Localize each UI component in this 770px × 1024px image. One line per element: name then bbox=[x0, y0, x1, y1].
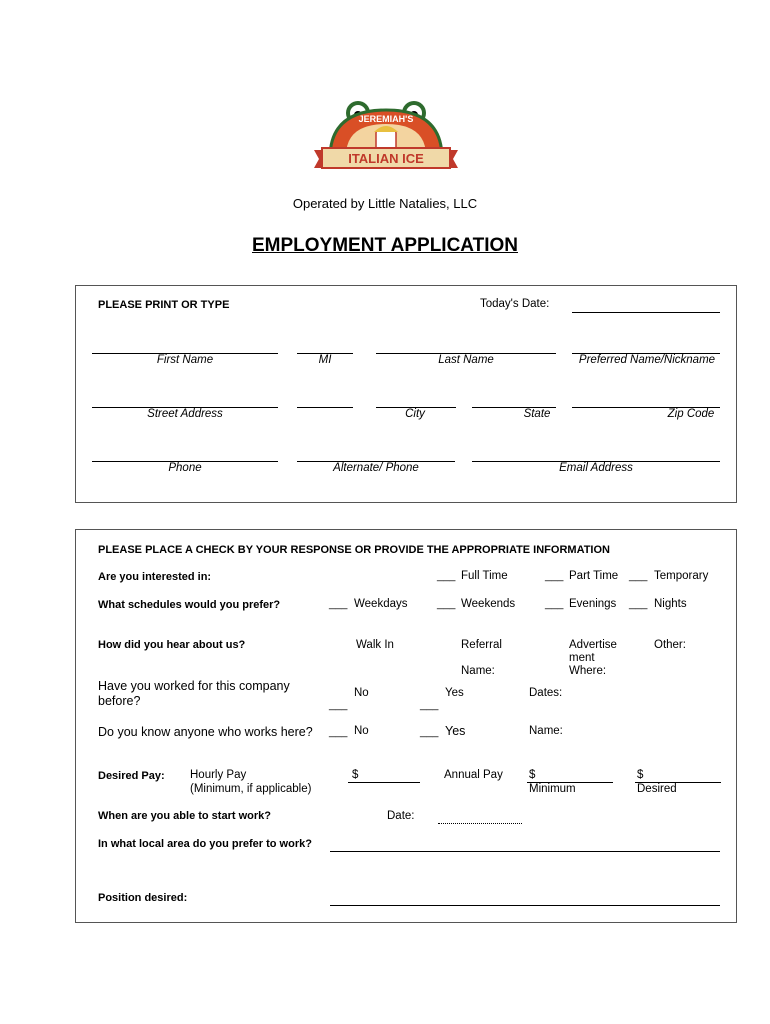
referral-label[interactable]: Referral bbox=[461, 639, 502, 651]
hourly-pay-field[interactable] bbox=[348, 782, 420, 783]
advertisement-where-label: Where: bbox=[569, 665, 607, 677]
advertisement-label-2: ment bbox=[569, 652, 595, 664]
city-field-left[interactable] bbox=[297, 407, 353, 408]
zip-label: Zip Code bbox=[667, 408, 715, 420]
print-or-type-heading: PLEASE PRINT OR TYPE bbox=[98, 299, 230, 311]
full-time-label: Full Time bbox=[461, 570, 508, 582]
know-yes-label: Yes bbox=[445, 724, 466, 738]
position-field[interactable] bbox=[330, 905, 720, 906]
logo-top-text: JEREMIAH'S bbox=[358, 114, 414, 124]
hourly-pay-label: Hourly Pay bbox=[190, 769, 247, 781]
worked-dates-label: Dates: bbox=[529, 687, 563, 699]
worked-yes-label: Yes bbox=[445, 687, 464, 699]
checklist-heading: PLEASE PLACE A CHECK BY YOUR RESPONSE OR PROVIDE THE APPROPRIATE INFORMATION bbox=[98, 544, 610, 556]
worked-question-line1: Have you worked for this company bbox=[98, 679, 290, 693]
area-field[interactable] bbox=[330, 851, 720, 852]
jeremiahs-logo bbox=[310, 100, 462, 176]
evenings-label: Evenings bbox=[569, 598, 617, 610]
temporary-check[interactable]: ___ bbox=[629, 570, 648, 582]
mi-label: MI bbox=[318, 354, 332, 366]
start-date-label: Date: bbox=[387, 810, 415, 822]
know-yes-check[interactable]: ___ bbox=[420, 726, 439, 738]
annual-desired-dollar: $ bbox=[637, 769, 644, 781]
nights-label: Nights bbox=[654, 598, 687, 610]
part-time-check[interactable]: ___ bbox=[545, 570, 564, 582]
email-label: Email Address bbox=[559, 462, 633, 474]
start-date-field[interactable] bbox=[438, 823, 522, 824]
annual-min-dollar: $ bbox=[529, 769, 536, 781]
logo-banner-text: ITALIAN ICE bbox=[348, 151, 424, 166]
hear-question: How did you hear about us? bbox=[98, 639, 246, 651]
state-label: State bbox=[523, 408, 551, 420]
worked-question-line2: before? bbox=[98, 694, 141, 708]
operated-by: Operated by Little Natalies, LLC bbox=[292, 196, 478, 211]
minimum-if-label: (Minimum, if applicable) bbox=[190, 783, 312, 795]
weekdays-check[interactable]: ___ bbox=[329, 598, 348, 610]
referral-name-label: Name: bbox=[461, 665, 495, 677]
page-title: EMPLOYMENT APPLICATION bbox=[252, 235, 518, 256]
walk-in-label[interactable]: Walk In bbox=[356, 639, 394, 651]
worked-no-label: No bbox=[354, 687, 369, 699]
weekends-check[interactable]: ___ bbox=[437, 598, 456, 610]
annual-desired-label: Desired bbox=[637, 783, 677, 795]
know-no-check[interactable]: ___ bbox=[329, 726, 348, 738]
weekends-label: Weekends bbox=[461, 598, 516, 610]
interested-question: Are you interested in: bbox=[98, 571, 212, 583]
full-time-check[interactable]: ___ bbox=[437, 570, 456, 582]
pay-question: Desired Pay: bbox=[98, 770, 165, 782]
start-question: When are you able to start work? bbox=[98, 810, 271, 822]
street-address-label: Street Address bbox=[147, 408, 223, 420]
annual-pay-label: Annual Pay bbox=[444, 769, 503, 781]
city-label: City bbox=[405, 408, 425, 420]
weekdays-label: Weekdays bbox=[354, 598, 408, 610]
know-name-label: Name: bbox=[529, 725, 563, 737]
advertisement-label-1[interactable]: Advertise bbox=[569, 639, 617, 651]
todays-date-field[interactable] bbox=[572, 312, 720, 313]
temporary-label: Temporary bbox=[654, 570, 709, 582]
preferred-name-label: Preferred Name/Nickname bbox=[578, 354, 716, 366]
know-no-label: No bbox=[354, 725, 369, 737]
other-label[interactable]: Other: bbox=[654, 639, 686, 651]
worked-no-check[interactable]: ___ bbox=[329, 699, 348, 711]
todays-date-label: Today's Date: bbox=[480, 298, 550, 310]
part-time-label: Part Time bbox=[569, 570, 619, 582]
position-question: Position desired: bbox=[98, 892, 188, 904]
phone-label: Phone bbox=[168, 462, 202, 474]
evenings-check[interactable]: ___ bbox=[545, 598, 564, 610]
hourly-dollar: $ bbox=[352, 769, 359, 781]
area-question: In what local area do you prefer to work? bbox=[98, 838, 312, 850]
know-question: Do you know anyone who works here? bbox=[98, 725, 313, 739]
annual-minimum-label: Minimum bbox=[529, 783, 576, 795]
last-name-label: Last Name bbox=[438, 354, 494, 366]
schedule-question: What schedules would you prefer? bbox=[98, 599, 281, 611]
alt-phone-label: Alternate/ Phone bbox=[333, 462, 419, 474]
worked-yes-check[interactable]: ___ bbox=[420, 699, 439, 711]
first-name-label: First Name bbox=[156, 354, 214, 366]
nights-check[interactable]: ___ bbox=[629, 598, 648, 610]
